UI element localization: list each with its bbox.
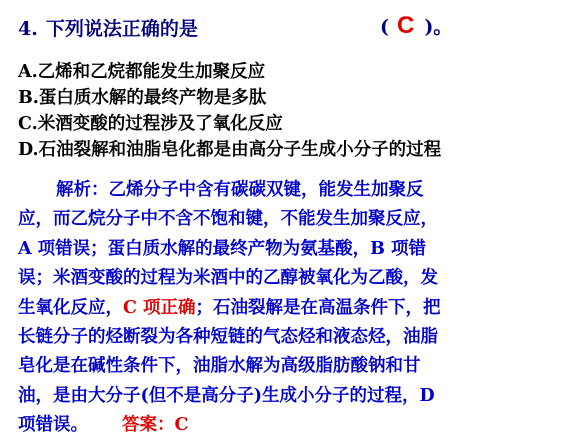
question-number: 4. [18, 18, 38, 40]
question-text: 下列说法正确的是 [45, 18, 198, 40]
analysis-line [18, 294, 568, 323]
selected-answer: C [397, 12, 415, 39]
analysis-text: 生氧化反应， [18, 297, 123, 318]
analysis-text: ；石油裂解是在高温条件下，把 [195, 297, 441, 318]
correct-option-note: C 项正确 [123, 297, 196, 318]
analysis-line: 应，而乙烷分子中不含不饱和键，不能发生加聚反应， [18, 209, 438, 230]
analysis-line: 解析：乙烯分子中含有碳碳双键，能发生加聚反 [56, 180, 424, 200]
option-c: C.米酒变酸的过程涉及了氧化反应 [18, 114, 283, 134]
analysis-line [18, 411, 568, 440]
analysis-line: 油，是由大分子(但不是高分子)生成小分子的过程，D [18, 385, 435, 406]
option-a: A.乙烯和乙烷都能发生加聚反应 [18, 62, 266, 82]
analysis-text: 项错误。 [18, 415, 88, 436]
analysis-block [18, 176, 568, 441]
analysis-line: 皂化是在碱性条件下，油脂水解为高级脂肪酸钠和甘 [18, 356, 421, 377]
paren-close: )。 [424, 16, 453, 38]
analysis-line: 误；米酒变酸的过程为米酒中的乙醇被氧化为乙酸，发 [18, 268, 438, 289]
final-answer: 答案：C [122, 415, 189, 436]
analysis-line: A 项错误；蛋白质水解的最终产物为氨基酸，B 项错 [18, 238, 427, 259]
option-b: B.蛋白质水解的最终产物是多肽 [18, 88, 267, 108]
answer-slot [380, 12, 452, 40]
analysis-line: 长链分子的烃断裂为各种短链的气态烃和液态烃，油脂 [18, 326, 438, 347]
question-stem [18, 14, 198, 41]
option-d: D.石油裂解和油脂皂化都是由高分子生成小分子的过程 [18, 140, 442, 160]
paren-open: ( [380, 16, 389, 38]
